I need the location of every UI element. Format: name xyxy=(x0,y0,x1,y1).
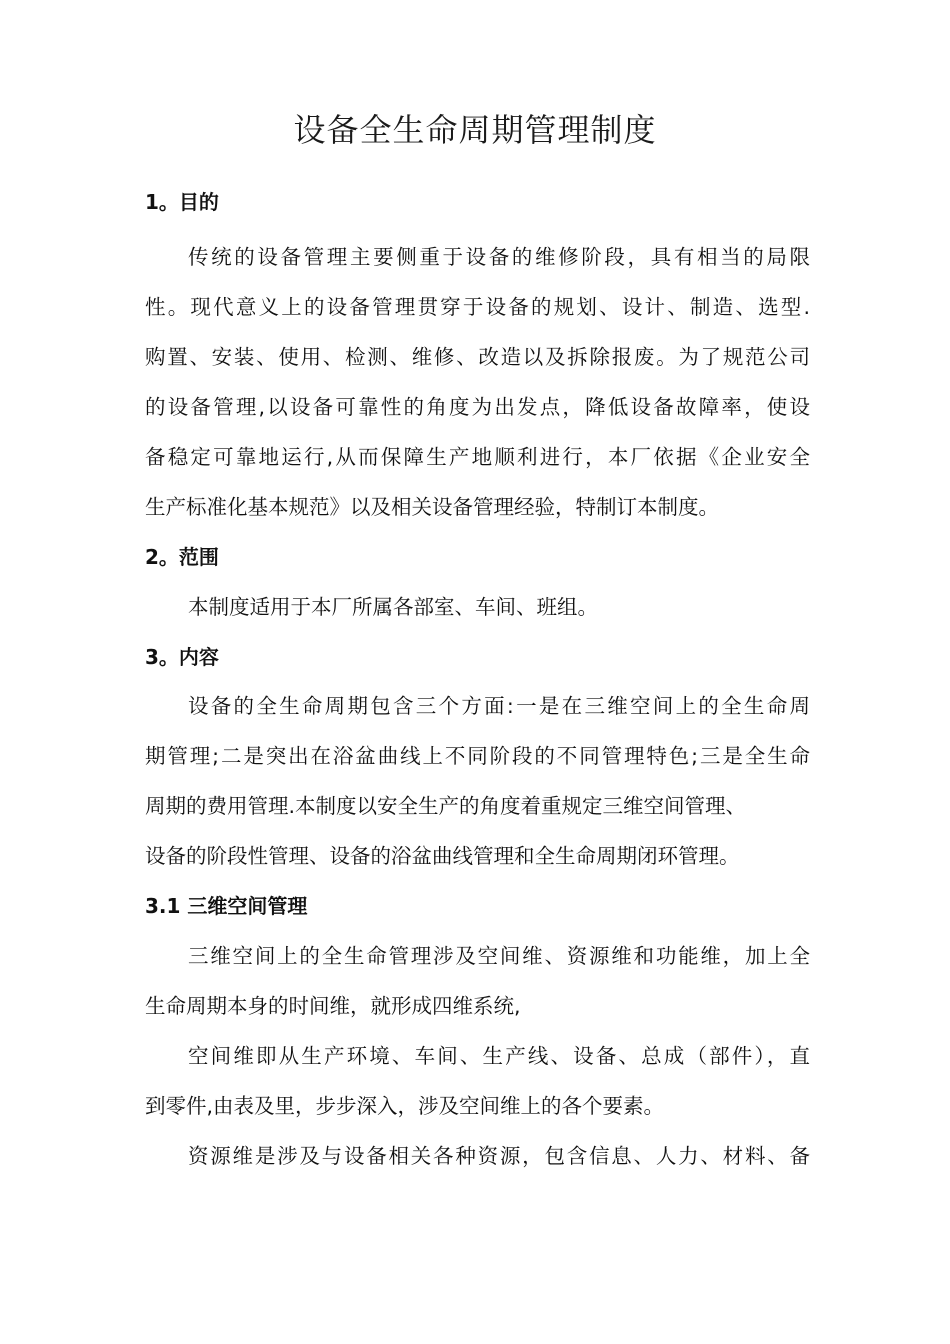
paragraph-line: 期管理;二是突出在浴盆曲线上不同阶段的不同管理特色;三是全生命 xyxy=(145,744,810,768)
paragraph-line: 生产标准化基本规范》以及相关设备管理经验，特制订本制度。 xyxy=(145,495,719,519)
document-title: 设备全生命周期管理制度 xyxy=(293,111,657,149)
section-heading-content: 3。内容 xyxy=(145,645,219,669)
paragraph-line: 购置、安装、使用、检测、维修、改造以及拆除报废。为了规范公司 xyxy=(145,345,810,369)
paragraph-line: 三维空间上的全生命管理涉及空间维、资源维和功能维，加上全 xyxy=(188,944,810,968)
paragraph-line: 到零件,由表及里，步步深入，涉及空间维上的各个要素。 xyxy=(145,1094,665,1118)
paragraph-line: 的设备管理,以设备可靠性的角度为出发点，降低设备故障率，使设 xyxy=(145,395,810,419)
paragraph-line: 备稳定可靠地运行,从而保障生产地顺利进行，本厂依据《企业安全 xyxy=(145,445,810,469)
paragraph-line: 资源维是涉及与设备相关各种资源，包含信息、人力、材料、备 xyxy=(188,1144,810,1168)
paragraph-line: 本制度适用于本厂所属各部室、车间、班组。 xyxy=(188,595,598,619)
section-heading-scope: 2。范围 xyxy=(145,545,219,569)
paragraph-line: 空间维即从生产环境、车间、生产线、设备、总成（部件），直 xyxy=(188,1044,810,1068)
paragraph-line: 设备的阶段性管理、设备的浴盆曲线管理和全生命周期闭环管理。 xyxy=(145,844,740,868)
paragraph-line: 设备的全生命周期包含三个方面:一是在三维空间上的全生命周 xyxy=(188,694,810,718)
paragraph-line: 生命周期本身的时间维，就形成四维系统, xyxy=(145,994,521,1018)
paragraph-line: 传统的设备管理主要侧重于设备的维修阶段，具有相当的局限 xyxy=(188,245,810,269)
section-heading-space: 3.1 三维空间管理 xyxy=(145,894,308,918)
paragraph-line: 性。现代意义上的设备管理贯穿于设备的规划、设计、制造、选型. xyxy=(145,295,810,319)
section-heading-purpose: 1。目的 xyxy=(145,190,219,214)
paragraph-line: 周期的费用管理.本制度以安全生产的角度着重规定三维空间管理、 xyxy=(145,794,747,818)
